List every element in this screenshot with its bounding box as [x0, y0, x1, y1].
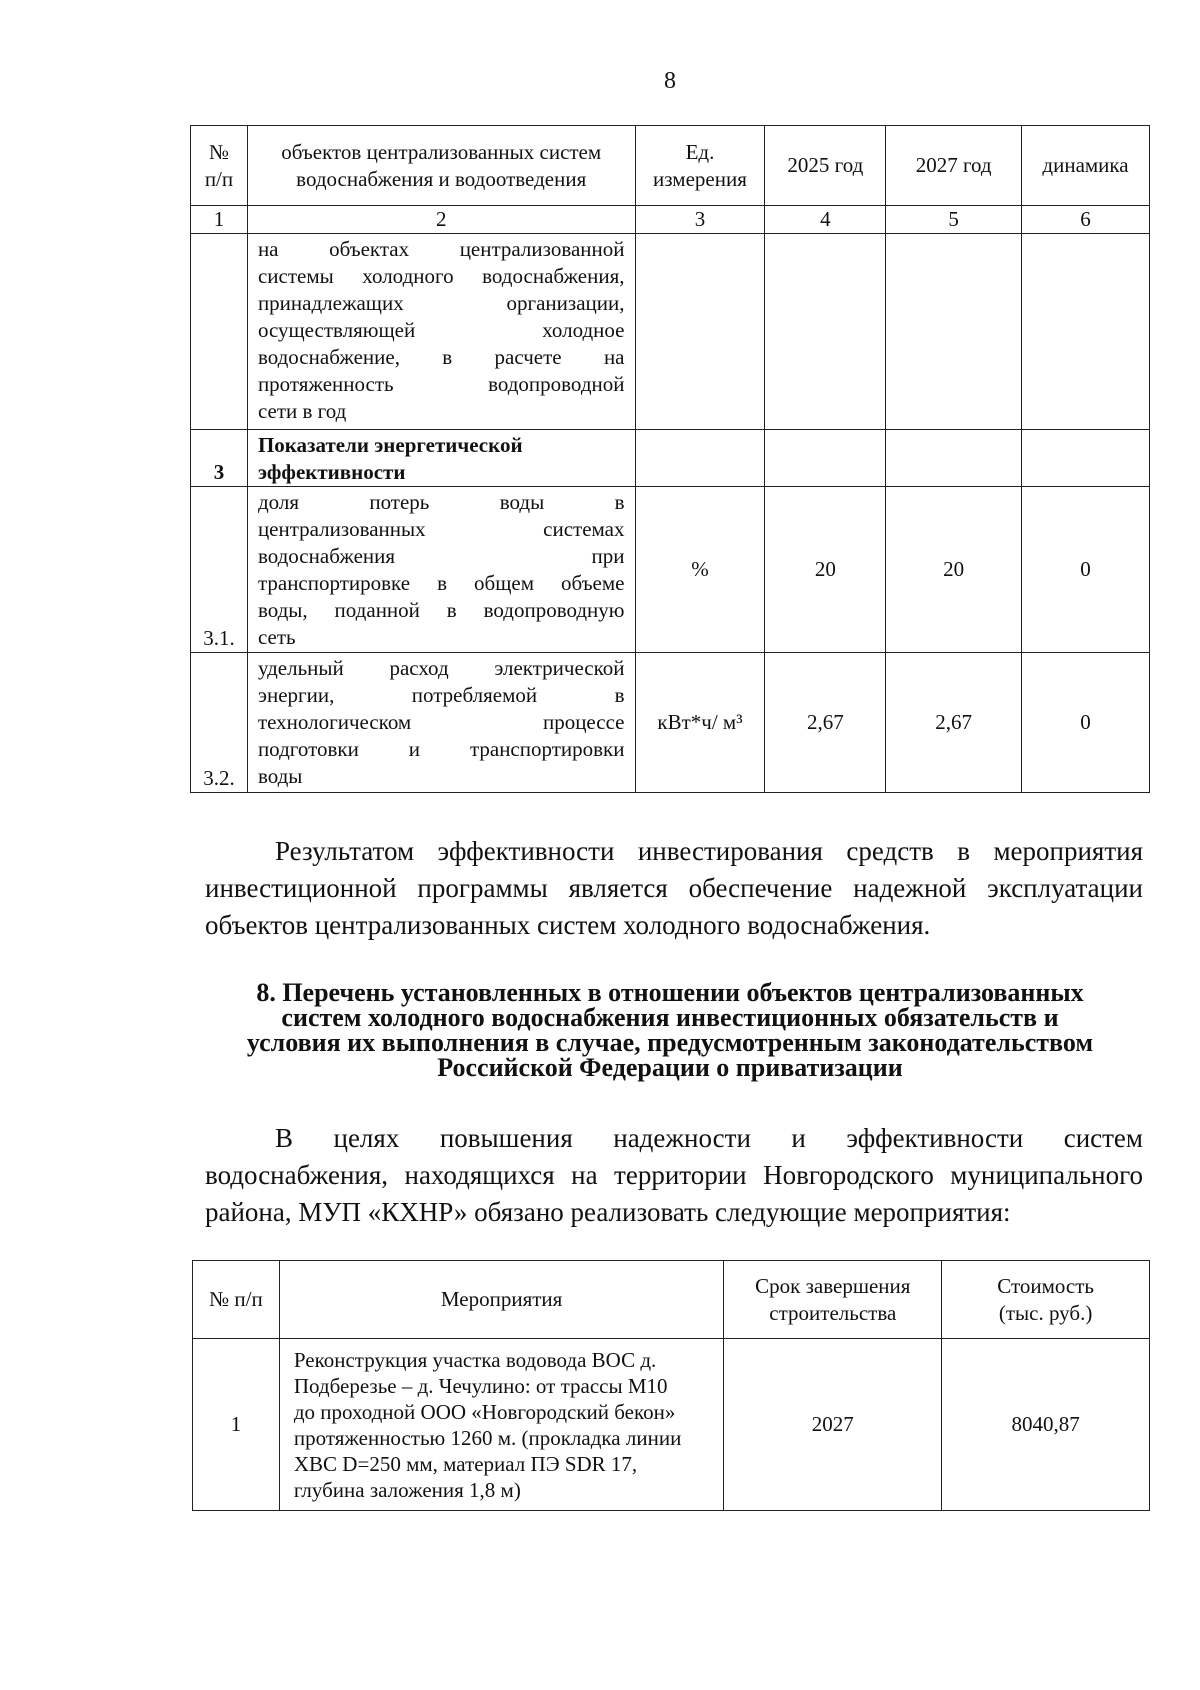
row-2025: 20: [765, 487, 886, 653]
header-unit: Ед. измерения: [635, 126, 765, 206]
column-number: 1: [191, 206, 248, 234]
paragraph-line: водоснабжения, находящихся на территории Новгородского муниципального: [205, 1160, 1143, 1190]
indicator-row: [191, 653, 1150, 793]
header-2025: 2025 год: [765, 126, 886, 206]
paragraph-line: района, МУП «КХНР» обязано реализовать следующие мероприятия:: [205, 1197, 1011, 1227]
column-number: 4: [765, 206, 886, 234]
header-deadline: Срок завершения строительства: [724, 1261, 942, 1339]
row-measure: Реконструкция участка водовода ВОС д. Подберезье – д. Чечулино: от трассы М10 до проходной ООО «Новгородский бекон» протяженностью 1260 м. (прокладка линии ХВС D=250 мм, материал ПЭ SDR 17, глубина заложения 1,8 м): [279, 1339, 724, 1511]
heading-line: систем холодного водоснабжения инвестиционных обязательств и: [281, 1003, 1059, 1032]
measures-table: [192, 1260, 1150, 1511]
row-number: 3.1.: [191, 487, 248, 653]
row-description: на объектах централизованной системы холодного водоснабжения, принадлежащих организации, осуществляющей холодное водоснабжение, в расчете на протяженность водопроводной сети в год: [247, 234, 635, 430]
indicator-header-row: [191, 126, 1150, 206]
column-number: 2: [247, 206, 635, 234]
row-dynamics: 0: [1022, 487, 1150, 653]
indicator-row: [191, 487, 1150, 653]
section-heading: [190, 980, 1150, 1080]
measures-row: [193, 1339, 1150, 1511]
section-number: 3: [191, 430, 248, 487]
paragraph-line: Результатом эффективности инвестирования средств в мероприятия: [275, 836, 1143, 866]
paragraph-line: объектов централизованных систем холодного водоснабжения.: [205, 910, 931, 940]
row-2025: 2,67: [765, 653, 886, 793]
row-unit: [635, 234, 765, 430]
header-no: № п/п: [191, 126, 248, 206]
header-name: объектов централизованных систем водоснабжения и водоотведения: [247, 126, 635, 206]
header-no: № п/п: [193, 1261, 280, 1339]
row-2027: 2,67: [886, 653, 1022, 793]
row-description: удельный расход электрической энергии, потребляемой в технологическом процессе подготовки и транспортировки воды: [247, 653, 635, 793]
row-2027: 20: [886, 487, 1022, 653]
paragraph-line: В целях повышения надежности и эффективности систем: [275, 1123, 1143, 1153]
intro-paragraph: [205, 1120, 1143, 1231]
result-paragraph: [205, 833, 1143, 944]
row-2027: [886, 234, 1022, 430]
row-dynamics: [1022, 234, 1150, 430]
continued-row: [191, 234, 1150, 430]
row-2025: [765, 234, 886, 430]
heading-line: условия их выполнения в случае, предусмотренным законодательством: [246, 1028, 1094, 1057]
indicator-table: [190, 125, 1150, 793]
row-dynamics: 0: [1022, 653, 1150, 793]
header-measure: Мероприятия: [279, 1261, 724, 1339]
column-number: 3: [635, 206, 765, 234]
header-2027: 2027 год: [886, 126, 1022, 206]
column-number: 6: [1022, 206, 1150, 234]
measures-header-row: [193, 1261, 1150, 1339]
row-cost: 8040,87: [942, 1339, 1150, 1511]
section-title: Показатели энергетической эффективности: [247, 430, 635, 487]
row-deadline: 2027: [724, 1339, 942, 1511]
row-number: 1: [193, 1339, 280, 1511]
row-unit: кВт*ч/ м³: [635, 653, 765, 793]
row-unit: %: [635, 487, 765, 653]
column-number-row: [191, 206, 1150, 234]
page-number: 8: [664, 68, 676, 94]
paragraph-line: инвестиционной программы является обеспечение надежной эксплуатации: [205, 873, 1143, 903]
heading-line: 8. Перечень установленных в отношении объектов централизованных: [256, 978, 1084, 1007]
header-dynamics: динамика: [1022, 126, 1150, 206]
row-description: доля потерь воды в централизованных системах водоснабжения при транспортировке в общем объеме воды, поданной в водопроводную сеть: [247, 487, 635, 653]
row-number: 3.2.: [191, 653, 248, 793]
column-number: 5: [886, 206, 1022, 234]
section-row: [191, 430, 1150, 487]
heading-line: Российской Федерации о приватизации: [437, 1053, 903, 1082]
row-number: [191, 234, 248, 430]
header-cost: Стоимость (тыс. руб.): [942, 1261, 1150, 1339]
